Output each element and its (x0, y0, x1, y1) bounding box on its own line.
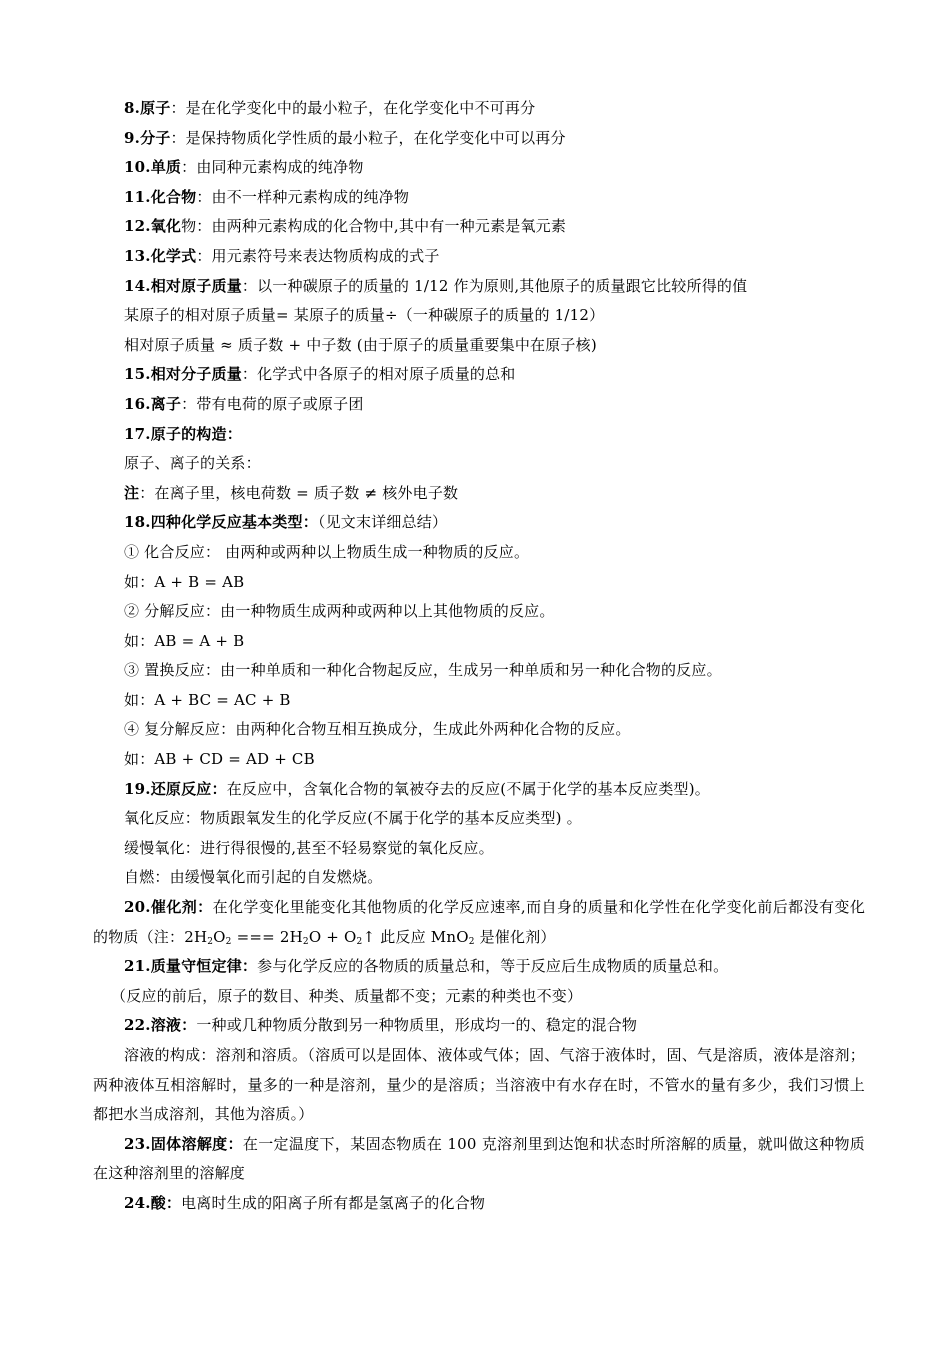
reaction-double-decomposition: ④ 复分解反应：由两种化合物互相互换成分，生成此外两种化合物的反应。 (124, 720, 631, 739)
term: 23.固体溶解度： (124, 1134, 243, 1153)
term: 21.质量守恒定律： (124, 957, 258, 976)
definition-solution: 22.溶液：一种或几种物质分散到另一种物质里，形成均一的、稳定的混合物 (124, 1016, 638, 1035)
term: 9.分子 (124, 128, 171, 147)
relative-mass-approximation: 相对原子质量 ≈ 质子数 + 中子数 (由于原子的质量重要集中在原子核) (124, 335, 597, 354)
atom-structure-heading (93, 420, 865, 450)
term: 11.化合物 (124, 187, 197, 206)
term: 20.催化剂： (124, 898, 213, 917)
reaction-types-heading: 18.四种化学反应基本类型：（见文末详细总结） (124, 513, 448, 532)
term: 18.四种化学反应基本类型： (124, 513, 318, 532)
oxidation-reaction: 氧化反应：物质跟氧发生的化学反应(不属于化学的基本反应类型) 。 (124, 809, 582, 828)
reaction-combination: ① 化合反应： 由两种或两种以上物质生成一种物质的反应。 (124, 542, 530, 561)
solution-composition: 溶液的构成：溶剂和溶质。（溶质可以是固体、液体或气体；固、气溶于液体时，固、气是溶质，液体是溶剂；两种液体互相溶解时，量多的一种是溶剂，量少的是溶质；当溶液中有水存在时，不管水的量有多少，我们习惯上都把水当成溶剂，其他为溶质。） (93, 1046, 865, 1124)
slow-oxidation: 缓慢氧化：进行得很慢的,甚至不轻易察觉的氧化反应。 (124, 838, 494, 857)
note: 注：在离子里，核电荷数 = 质子数 ≠ 核外电子数 (124, 483, 459, 502)
reaction-example: 如：A + BC = AC + B (124, 690, 291, 709)
definition-oxide: 12.氧化物：由两种元素构成的化合物中,其中有一种元素是氧元素 (124, 217, 567, 236)
term: 24.酸： (124, 1193, 182, 1212)
term: 8.原子 (124, 99, 171, 117)
definition-solubility: 23.固体溶解度：在一定温度下，某固态物质在 100 克溶剂里到达饱和状态时所溶解的质量，就叫做这种物质在这种溶剂里的溶解度 (93, 1134, 865, 1183)
term: 13.化学式 (124, 246, 197, 265)
note-label: 注 (124, 483, 140, 502)
definition-catalyst: 20.催化剂：在化学变化里能变化其他物质的化学反应速率,而自身的质量和化学性在化学变化前后都没有变化的物质（注：$2H_2O_2$ === $2H_2O$ + $O_2↑$ 此反应 MnO$_2$ 是催化剂） (93, 898, 866, 947)
definition-acid: 24.酸：电离时生成的阳离子所有都是氢离子的化合物 (124, 1193, 486, 1212)
term: 14.相对原子质量 (124, 276, 242, 295)
mass-conservation-note: （反应的前后，原子的数目、种类、质量都不变；元素的种类也不变） (111, 986, 583, 1005)
term: 17.原子的构造： (124, 424, 242, 443)
definition-relative-atomic-mass: 14.相对原子质量：以一种碳原子的质量的 1/12 作为原则,其他原子的质量跟它比较所得的值 (124, 276, 748, 295)
definition-ion: 16.离子：带有电荷的原子或原子团 (124, 394, 364, 413)
term: 15.相对分子质量 (124, 365, 242, 384)
definition-atom: 8.原子：是在化学变化中的最小粒子，在化学变化中不可再分 (124, 99, 536, 117)
relative-mass-formula: 某原子的相对原子质量= 某原子的质量÷（一种碳原子的质量的 1/12） (124, 306, 605, 325)
reaction-example: 如：A + B = AB (124, 572, 245, 591)
definition-mass-conservation: 21.质量守恒定律：参与化学反应的各物质的质量总和，等于反应后生成物质的质量总和。 (124, 957, 729, 976)
spontaneous-combustion: 自燃：由缓慢氧化而引起的自发燃烧。 (124, 868, 383, 887)
document-content (93, 94, 865, 1219)
definition-element-substance: 10.单质：由同种元素构成的纯净物 (124, 158, 364, 177)
reaction-example: 如：AB + CD = AD + CB (124, 750, 315, 769)
term: 22.溶液： (124, 1016, 197, 1035)
reaction-displacement: ③ 置换反应：由一种单质和一种化合物起反应，生成另一种单质和另一种化合物的反应。 (124, 661, 722, 680)
definition-relative-molecular-mass: 15.相对分子质量：化学式中各原子的相对原子质量的总和 (124, 365, 516, 384)
reaction-example: 如：AB = A + B (124, 631, 245, 650)
reaction-decomposition: ② 分解反应：由一种物质生成两种或两种以上其他物质的反应。 (124, 602, 555, 621)
term: 16.离子 (124, 394, 182, 413)
definition-compound: 11.化合物：由不一样种元素构成的纯净物 (124, 187, 410, 206)
definition-molecule: 9.分子：是保持物质化学性质的最小粒子，在化学变化中可以再分 (124, 128, 566, 147)
term: 19.还原反应： (124, 779, 227, 798)
atom-ion-relation: 原子、离子的关系： (124, 454, 261, 473)
term: 12.氧化 (124, 217, 182, 236)
definition-reduction: 19.还原反应：在反应中，含氧化合物的氧被夺去的反应(不属于化学的基本反应类型)。 (124, 779, 711, 798)
definition-chemical-formula: 13.化学式：用元素符号来表达物质构成的式子 (124, 246, 440, 265)
term: 10.单质 (124, 158, 182, 177)
